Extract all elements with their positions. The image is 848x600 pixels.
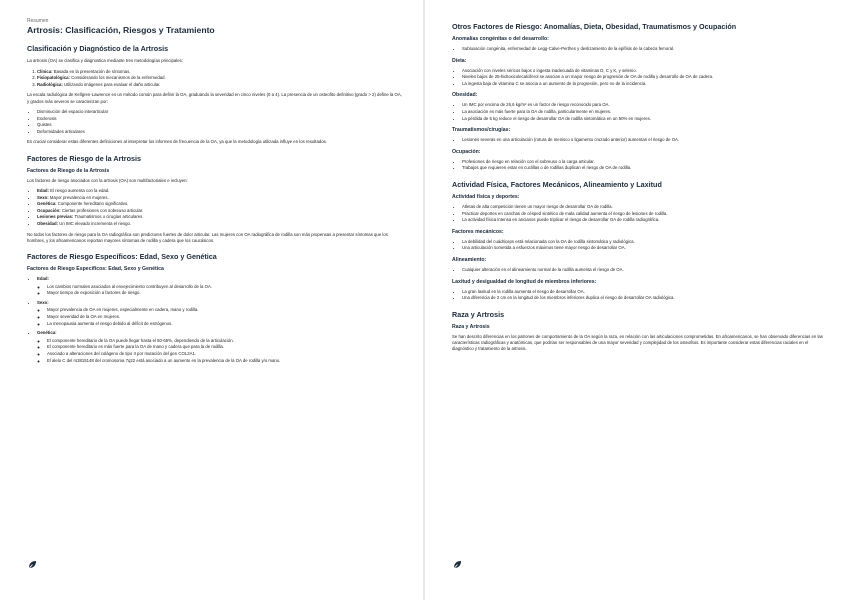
list-item: 3. Radiológica: Utilizando imágenes para evaluar el daño articular. bbox=[37, 82, 405, 89]
block-label: Dieta: bbox=[452, 57, 467, 64]
block-list bbox=[452, 267, 830, 274]
block-label: Anomalías congénitas o del desarrollo: bbox=[452, 36, 549, 42]
list-item: • Genética: ◦ El componente hereditario de la OA puede llegar hasta el 50-65%, dependiendo de la articulación. ◦ El componente hereditario es más fuerte para la OA de mano y cadera que para la de rodilla. ◦ Asociado a alteraciones del colágeno de tipo II por mutación del gen COL2A1. ◦ El alelo C del rs3815148 del cromosoma 7q22 está asociado a un aumento en la prevalencia de la OA de rodilla y/o mano. bbox=[37, 330, 405, 364]
list-item: ◦ El componente hereditario es más fuerte para la OA de mano y cadera que para la de rodilla. bbox=[47, 344, 405, 351]
list-item: • La debilidad del cuádriceps está relacionada con la OA de rodilla sintomática y radiológica. bbox=[462, 239, 830, 246]
block-list bbox=[452, 289, 830, 302]
list-item: ◦ La menopausia aumenta el riesgo debido al déficit de estrógenos. bbox=[47, 321, 405, 328]
list-item: • Edad: ◦ Los cambios normales asociados al envejecimiento contribuyen al desarrollo de la OA. ◦ Mayor tiempo de exposición a factores de riesgo. bbox=[37, 276, 405, 297]
subheading-specific-factors: Factores de Riesgo Específicos: Edad, Sexo y Genética bbox=[27, 266, 164, 273]
list-item: • La pérdida de 5 kg reduce el riesgo de desarrollar OA de rodilla sintomática en un 50% en mujeres. bbox=[462, 116, 830, 123]
block-label: Obesidad: bbox=[452, 92, 478, 99]
block-label: Factores mecánicos: bbox=[452, 228, 504, 235]
list-item: • Sexo: ◦ Mayor prevalencia de OA en mujeres, especialmente en cadera, mano y rodilla. ◦ Mayor severidad de la OA en mujeres. ◦ La menopausia aumenta el riesgo debido al déficit de estrógenos. bbox=[37, 300, 405, 327]
list-item: • Practicar deportes en canchas de césped sintético de mala calidad aumenta el riesgo de lesiones de rodilla. bbox=[462, 211, 830, 218]
block-label: Traumatismos/cirugías: bbox=[452, 127, 511, 134]
scale-paragraph: La escala radiológica de Kellgren-Lawrence es un método común para definir la OA, graduando la severidad en cinco niveles (0 a 4). La presencia de un osteofito definitivo (grado > 2) define la OA, y grados más severos se caracterizan por: bbox=[27, 92, 402, 104]
section-heading-classification: Clasificación y Diagnóstico de la Artrosis bbox=[27, 44, 169, 54]
list-item: • Edad: El riesgo aumenta con la edad. bbox=[37, 188, 405, 195]
list-item: • Obesidad: Un IMC elevado incrementa el riesgo. bbox=[37, 221, 405, 228]
list-item: • Subluxación congénita, enfermedad de Legg-Calve-Perthes y deslizamiento de la epífisis de la cabeza femoral. bbox=[462, 46, 830, 53]
risk-intro: Los factores de riesgo asociados con la artrosis (OA) son multifactoriales e incluyen: bbox=[27, 177, 188, 183]
list-item: • La asociación es más fuerte para la OA de rodilla, particularmente en mujeres. bbox=[462, 109, 830, 116]
grades-list bbox=[27, 109, 405, 135]
list-item: 2. Fisiopatológica: Considerando los mecanismos de la enfermedad. bbox=[37, 75, 405, 82]
list-item: • Niveles bajos de 25-hidroxicolecalciferol se asocian a un mayor riesgo de progresión de OA de rodilla y desarrollo de OA de cadera. bbox=[462, 74, 830, 81]
sub-list bbox=[37, 338, 405, 364]
list-item: • Ocupación: Ciertas profesiones con sobreuso articular. bbox=[37, 208, 405, 215]
classification-note: Es crucial considerar estas diferentes definiciones al interpretar los informes de frecuencia de la OA, ya que la metodología utilizada influye en los resultados. bbox=[27, 139, 327, 145]
section-heading-specific-factors: Factores de Riesgo Específicos: Edad, Sexo y Genética bbox=[27, 252, 217, 262]
block-label: Alineamiento: bbox=[452, 256, 487, 263]
methods-list bbox=[27, 69, 405, 89]
document-page-2 bbox=[425, 0, 848, 600]
list-item: • Trabajos que requieren estar en cuclillas o de rodillas duplican el riesgo de OA de rodilla. bbox=[462, 165, 830, 172]
list-item: ◦ Mayor tiempo de exposición a factores de riesgo. bbox=[47, 290, 405, 297]
list-item: ◦ Mayor severidad de la OA en mujeres. bbox=[47, 314, 405, 321]
specific-factors-list bbox=[27, 276, 405, 364]
list-item: ◦ Los cambios normales asociados al envejecimiento contribuyen al desarrollo de la OA. bbox=[47, 284, 405, 291]
list-item: ◦ Mayor prevalencia de OA en mujeres, especialmente en cadera, mano y rodilla. bbox=[47, 307, 405, 314]
list-item: • Un IMC por encima de 26,6 kg/m² es un factor de riesgo reconocido para OA. bbox=[462, 102, 830, 109]
section-heading-race: Raza y Artrosis bbox=[452, 309, 505, 319]
block-label: Actividad física y deportes: bbox=[452, 193, 520, 200]
block-list bbox=[452, 137, 830, 144]
sub-list bbox=[37, 284, 405, 297]
list-item: • Atletas de alta competición tienen un mayor riesgo de desarrollar OA de rodilla. bbox=[462, 204, 830, 211]
block-list bbox=[452, 239, 830, 252]
list-item: • La actividad física intensa en ancianos puede triplicar el riesgo de desarrollar OA de rodilla radiográfica. bbox=[462, 217, 830, 224]
list-item: • Lesiones severas en una articulación (rotura de menisco o ligamento cruzado anterior) aumentan el riesgo de OA. bbox=[462, 137, 830, 144]
list-item: • Quistes bbox=[37, 122, 405, 129]
document-page-1 bbox=[0, 0, 423, 600]
subheading-risk-factors: Factores de Riesgo de la Artrosis bbox=[27, 167, 110, 174]
list-item: • Deformidades articulares bbox=[37, 129, 405, 136]
block-list bbox=[452, 102, 830, 122]
block-list bbox=[452, 46, 830, 53]
subheading-race: Raza y Artrosis bbox=[452, 323, 490, 330]
section-heading-risk-factors: Factores de Riesgo de la Artrosis bbox=[27, 153, 141, 163]
list-item: • La gran laxitud en la rodilla aumenta el riesgo de desarrollar OA. bbox=[462, 289, 830, 296]
list-item: • Sexo: Mayor prevalencia en mujeres. bbox=[37, 195, 405, 202]
section-heading-physical-activity: Actividad Física, Factores Mecánicos, Alineamiento y Laxitud bbox=[452, 179, 662, 189]
sub-list bbox=[37, 307, 405, 327]
list-item: ◦ El alelo C del rs3815148 del cromosoma 7q22 está asociado a un aumento en la prevalencia de la OA de rodilla y/o mano. bbox=[47, 358, 405, 365]
list-item: • Genética: Componente hereditario significativo. bbox=[37, 201, 405, 208]
document-title: Artrosis: Clasificación, Riesgos y Tratamiento bbox=[27, 25, 215, 36]
block-label: Laxitud y desigualdad de longitud de miembros inferiores: bbox=[452, 278, 597, 285]
risk-factors-list bbox=[27, 188, 405, 228]
page-kicker: Resumen bbox=[27, 18, 49, 24]
list-item: ◦ El componente hereditario de la OA puede llegar hasta el 50-65%, dependiendo de la articulación. bbox=[47, 338, 405, 345]
list-item: • Profesiones de riesgo en relación con el sobreuso o la carga articular. bbox=[462, 159, 830, 166]
block-list bbox=[452, 204, 830, 224]
list-item: ◦ Asociado a alteraciones del colágeno de tipo II por mutación del gen COL2A1. bbox=[47, 351, 405, 358]
list-item: 1. Clínica: Basada en la presentación de síntomas. bbox=[37, 69, 405, 76]
list-item: • La ingesta baja de vitamina C se asocia a un aumento de la progresión, pero no de la incidencia. bbox=[462, 81, 830, 88]
section-heading-other-factors: Otros Factores de Riesgo: Anomalías, Dieta, Obesidad, Traumatismos y Ocupación bbox=[452, 22, 737, 31]
list-item: • Asociación con niveles séricos bajos o ingesta inadecuada de vitaminas D, C y K, y selenio. bbox=[462, 68, 830, 75]
leaf-logo-icon bbox=[452, 560, 462, 570]
list-item: • Disminución del espacio interarticular bbox=[37, 109, 405, 116]
list-item: • Cualquier alteración en el alineamiento normal de la rodilla aumenta el riesgo de OA. bbox=[462, 267, 830, 274]
list-item: • Una articulación sometida a esfuerzos máximos tiene mayor riesgo de desarrollar OA. bbox=[462, 245, 830, 252]
leaf-logo-icon bbox=[27, 560, 37, 570]
risk-note: No todos los factores de riesgo para la OA radiográfica son predictores fuertes de dolor articular. Las mujeres con OA radiográfica de rodilla son más propensas a presentar síntomas que los hombres, y los afroamericanos reportan mayores síntomas de rodilla y cadera que los caucásicos. bbox=[27, 231, 388, 243]
list-item: • Lesiones previas: Traumatismos o cirugías articulares. bbox=[37, 214, 405, 221]
classification-intro: La artrosis (OA) se clasifica y diagnostica mediante tres metodologías principales: bbox=[27, 58, 183, 64]
block-list bbox=[452, 159, 830, 172]
race-paragraph: Se han descrito diferencias en los patrones de comportamiento de la OA según la raza, en relación con las articulaciones comprometidas. En afroamericanos, se han observado diferencias en las características radiográficas y anatómicas, que podrían ser responsables de una mayor severidad y complejidad de los osteofitos. Es importante considerar estas diferencias raciales en el diagnóstico y tratamiento de la artrosis. bbox=[452, 333, 823, 352]
block-label: Ocupación: bbox=[452, 148, 481, 155]
list-item: • Una diferencia de 2 cm en la longitud de los miembros inferiores duplica el riesgo de desarrollar OA radiológica. bbox=[462, 295, 830, 302]
list-item: • Esclerosis bbox=[37, 116, 405, 123]
block-list bbox=[452, 68, 830, 88]
